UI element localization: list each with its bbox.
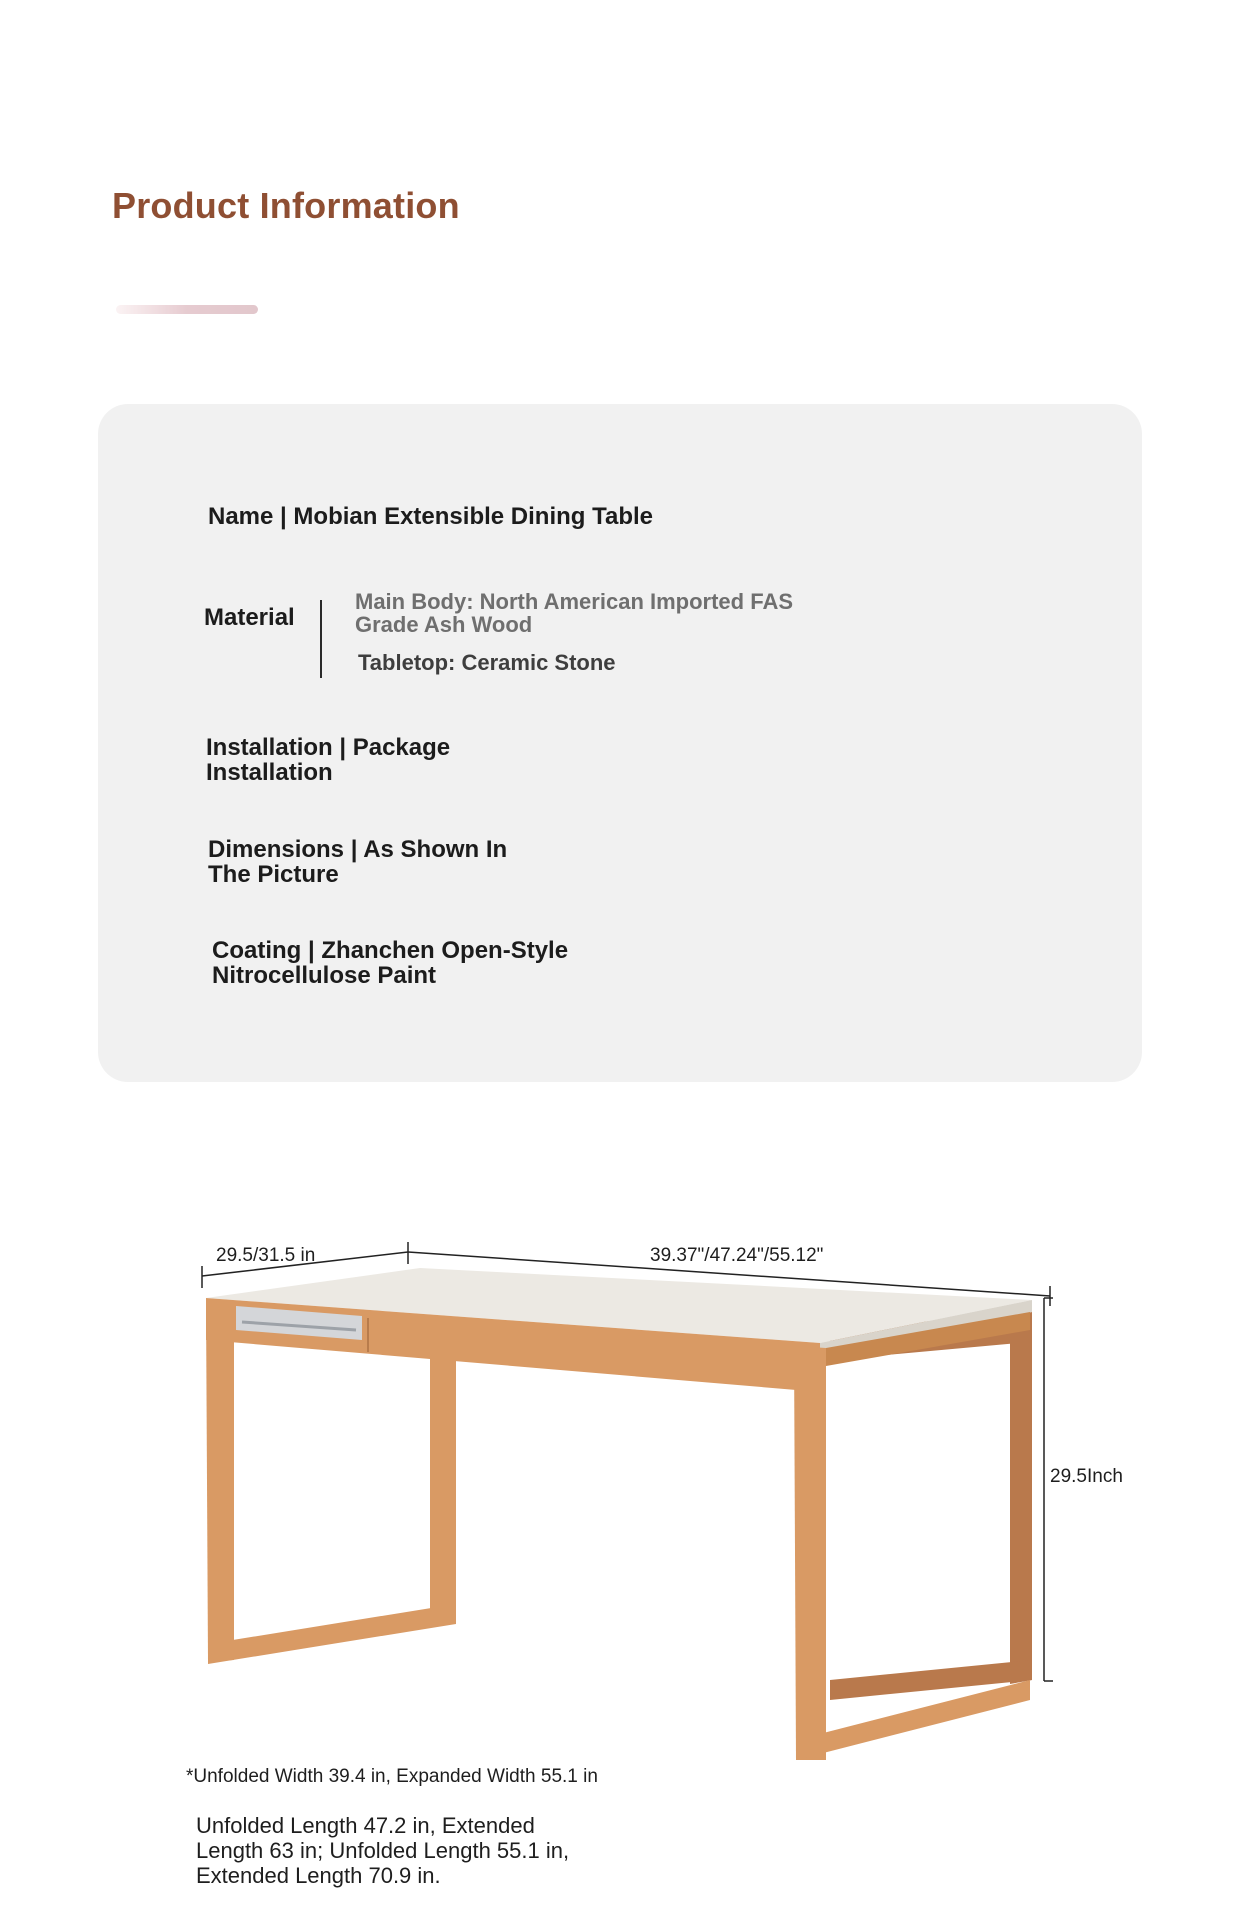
- width-note: *Unfolded Width 39.4 in, Expanded Width 55.1 in: [186, 1766, 598, 1787]
- length-label: 39.37"/47.24"/55.12": [650, 1245, 824, 1266]
- title-underline: [116, 305, 258, 314]
- material-tabletop: Tabletop: Ceramic Stone: [358, 650, 616, 675]
- width-label: 29.5/31.5 in: [216, 1245, 316, 1266]
- material-main-body: Main Body: North American Imported FAS Grade Ash Wood: [355, 589, 794, 637]
- height-label: 29.5Inch: [1050, 1466, 1123, 1487]
- table-dimension-diagram: [0, 1200, 1240, 1760]
- installation-info: Installation | Package Installation: [206, 734, 451, 786]
- table-back-frame: [830, 1312, 1032, 1700]
- material-divider: [320, 600, 322, 678]
- table-right-leg: [794, 1312, 1030, 1760]
- dimensions-info: Dimensions | As Shown In The Picture: [208, 836, 508, 888]
- coating-info: Coating | Zhanchen Open-Style Nitrocellulose Paint: [212, 937, 569, 989]
- material-label: Material: [204, 604, 295, 631]
- height-dimension-line: [1044, 1298, 1053, 1681]
- product-info-card: [98, 404, 1142, 1082]
- section-title: Product Information: [112, 185, 460, 226]
- product-name: Name | Mobian Extensible Dining Table: [208, 503, 654, 530]
- length-note: Unfolded Length 47.2 in, Extended Length 63 in; Unfolded Length 55.1 in, Extended Length 70.9 in.: [196, 1813, 570, 1888]
